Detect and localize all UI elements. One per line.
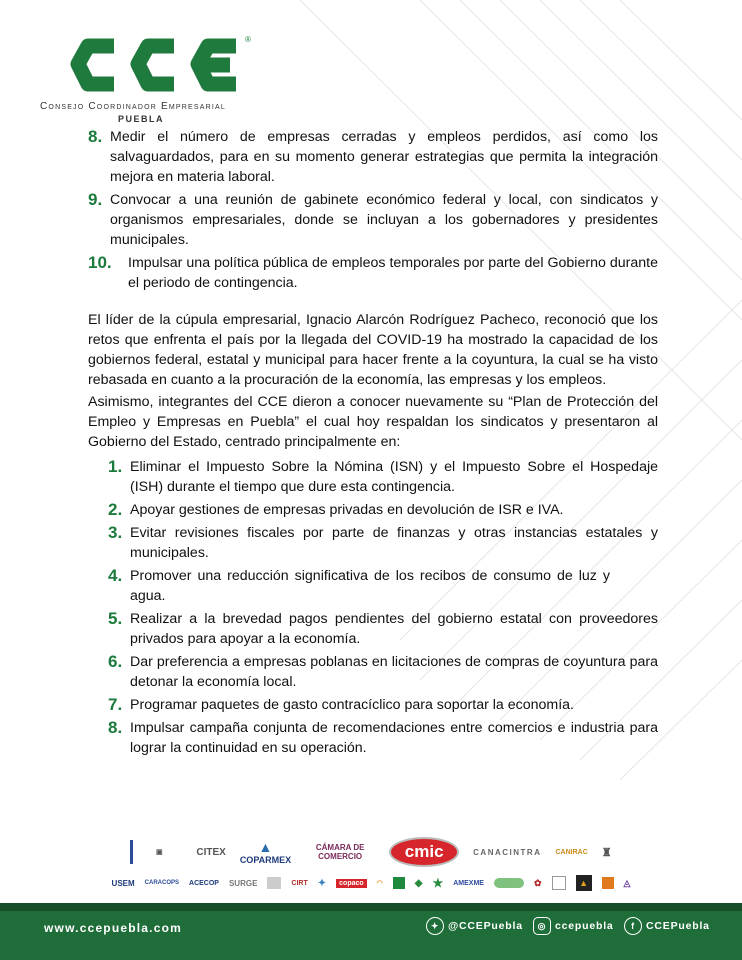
partner-logo-amexme: AMEXME	[453, 879, 484, 887]
facebook-link[interactable]	[624, 917, 710, 935]
partner-logo: ★	[432, 876, 444, 890]
cce-logo	[40, 30, 250, 125]
partner-logo-canacintra: CANACINTRA	[473, 847, 542, 857]
partner-logo-acecop: ACECOP	[189, 879, 219, 887]
facebook-icon: f	[624, 917, 642, 935]
footer-top-stripe	[0, 903, 742, 911]
coparmex-icon: ▲	[258, 839, 273, 855]
partner-logo: ▣	[130, 840, 182, 864]
twitter-link[interactable]	[426, 917, 523, 935]
instagram-icon: ◎	[533, 917, 551, 935]
item-text: Eliminar el Impuesto Sobre la Nómina (ISN) y el Impuesto Sobre el Hospedaje (ISH) durante el tiempo que dure esta contingencia.	[130, 459, 658, 495]
partner-logo-caracops: CARACOPS	[144, 880, 180, 886]
item-number: 1.	[108, 457, 123, 476]
body-paragraph: El líder de la cúpula empresarial, Ignacio Alarcón Rodríguez Pacheco, reconoció que los retos que enfrenta el país por la llegada del COVID-19 ha mostrado la capacidad de los gobiernos federal, estatal y municipal para hacer frente a la coyuntura, la cual se ha visto rebasada en cuanto a la procuración de la economía, las empresas y los empleos.	[88, 312, 658, 388]
list-item	[108, 457, 658, 497]
item-number: 2.	[108, 500, 123, 519]
twitter-handle: @CCEPuebla	[448, 920, 523, 932]
organization-name: Consejo Coordinador Empresarial	[40, 101, 227, 112]
partner-logo	[393, 877, 405, 889]
facebook-handle: CCEPuebla	[646, 920, 710, 932]
item-number: 10.	[88, 253, 112, 272]
item-text: Programar paquetes de gasto contracíclico para soportar la economía.	[130, 697, 574, 713]
partner-logo: ◠	[376, 880, 383, 887]
cce-logo-mark	[66, 30, 250, 100]
partner-logo	[494, 878, 524, 888]
partner-logos-row-1	[0, 832, 742, 872]
instagram-link[interactable]	[533, 917, 614, 935]
twitter-icon: ✦	[426, 917, 444, 935]
instagram-handle: ccepuebla	[555, 920, 614, 932]
list-item	[88, 253, 658, 293]
list-item	[88, 127, 658, 187]
list-item	[88, 190, 658, 250]
list-item	[108, 523, 658, 563]
partner-logos-row-2	[0, 872, 742, 894]
partner-logo-coparmex	[240, 839, 291, 865]
partner-logo: ◬	[623, 877, 631, 888]
item-text: Promover una reducción significativa de los recibos de consumo de luz y agua.	[130, 568, 610, 604]
item-text: Convocar a una reunión de gabinete económico federal y local, con sindicatos y organismos empresariales, donde se incluyan a los gobernadores y presidentes municipales.	[110, 192, 658, 248]
registered-mark: ®	[245, 35, 251, 44]
website-link[interactable]: www.ccepuebla.com	[44, 921, 182, 935]
item-number: 8.	[88, 127, 103, 146]
item-text: Realizar a la brevedad pagos pendientes del gobierno estatal con proveedores privados para apoyar a la economía.	[130, 611, 658, 647]
partner-logo-canirac: CANIRAC	[555, 848, 588, 856]
item-number: 4.	[108, 566, 123, 585]
item-text: Evitar revisiones fiscales por parte de finanzas y otras instancias estatales y municipales.	[130, 525, 658, 561]
partner-logo: ◆	[414, 877, 423, 889]
partner-logo: ▲	[576, 875, 592, 891]
partner-logo: ✦	[317, 877, 327, 889]
item-number: 5.	[108, 609, 123, 628]
item-number: 3.	[108, 523, 123, 542]
partner-logo	[267, 877, 281, 889]
item-text: Impulsar una política pública de empleos temporales por parte del Gobierno durante el periodo de contingencia.	[128, 255, 658, 291]
bottom-numbered-list	[108, 457, 658, 761]
item-text: Medir el número de empresas cerradas y empleos perdidos, así como los salvaguardados, para en su momento generar estrategias que permita la integración mejora en materia laboral.	[110, 129, 658, 185]
item-number: 8.	[108, 718, 123, 737]
item-text: Impulsar campaña conjunta de recomendaciones entre comercios e industria para lograr la continuidad en su operación.	[130, 720, 658, 756]
list-item	[108, 652, 658, 692]
list-item	[108, 500, 658, 520]
partner-logo	[602, 877, 614, 889]
item-text: Dar preferencia a empresas poblanas en licitaciones de compras de coyuntura para detonar la economía local.	[130, 654, 658, 690]
item-text: Apoyar gestiones de empresas privadas en devolución de ISR e IVA.	[130, 502, 564, 518]
partner-logo: ✿	[533, 877, 542, 888]
item-number: 9.	[88, 190, 103, 209]
partner-logo-cmic: cmic	[389, 837, 459, 867]
item-number: 6.	[108, 652, 123, 671]
partner-logo-copaco: copaco	[336, 879, 367, 888]
list-item	[108, 609, 658, 649]
coparmex-label: COPARMEX	[239, 855, 292, 865]
partner-logo-usem: USEM	[111, 878, 135, 888]
partner-logo: ♜	[601, 846, 612, 859]
partner-logo	[552, 876, 566, 890]
top-numbered-list	[88, 127, 658, 296]
partner-logo-camara-comercio: CÁMARA DE COMERCIO	[315, 843, 365, 861]
organization-city: PUEBLA	[118, 114, 165, 124]
partner-logo-citex: CITEX	[196, 846, 226, 858]
list-item	[108, 695, 658, 715]
body-paragraph: Asimismo, integrantes del CCE dieron a conocer nuevamente su “Plan de Protección del Empleo y Empresas en Puebla” el cual hoy respaldan los sindicatos y presentaron al Gobierno del Estado, centrado principalmente en:	[88, 394, 658, 450]
footer-bar	[0, 903, 742, 960]
list-item	[108, 566, 658, 606]
item-number: 7.	[108, 695, 123, 714]
list-item	[108, 718, 658, 758]
partner-logo-surge: SURGE	[228, 878, 258, 888]
partner-logo-cirt: CIRT	[291, 879, 308, 887]
